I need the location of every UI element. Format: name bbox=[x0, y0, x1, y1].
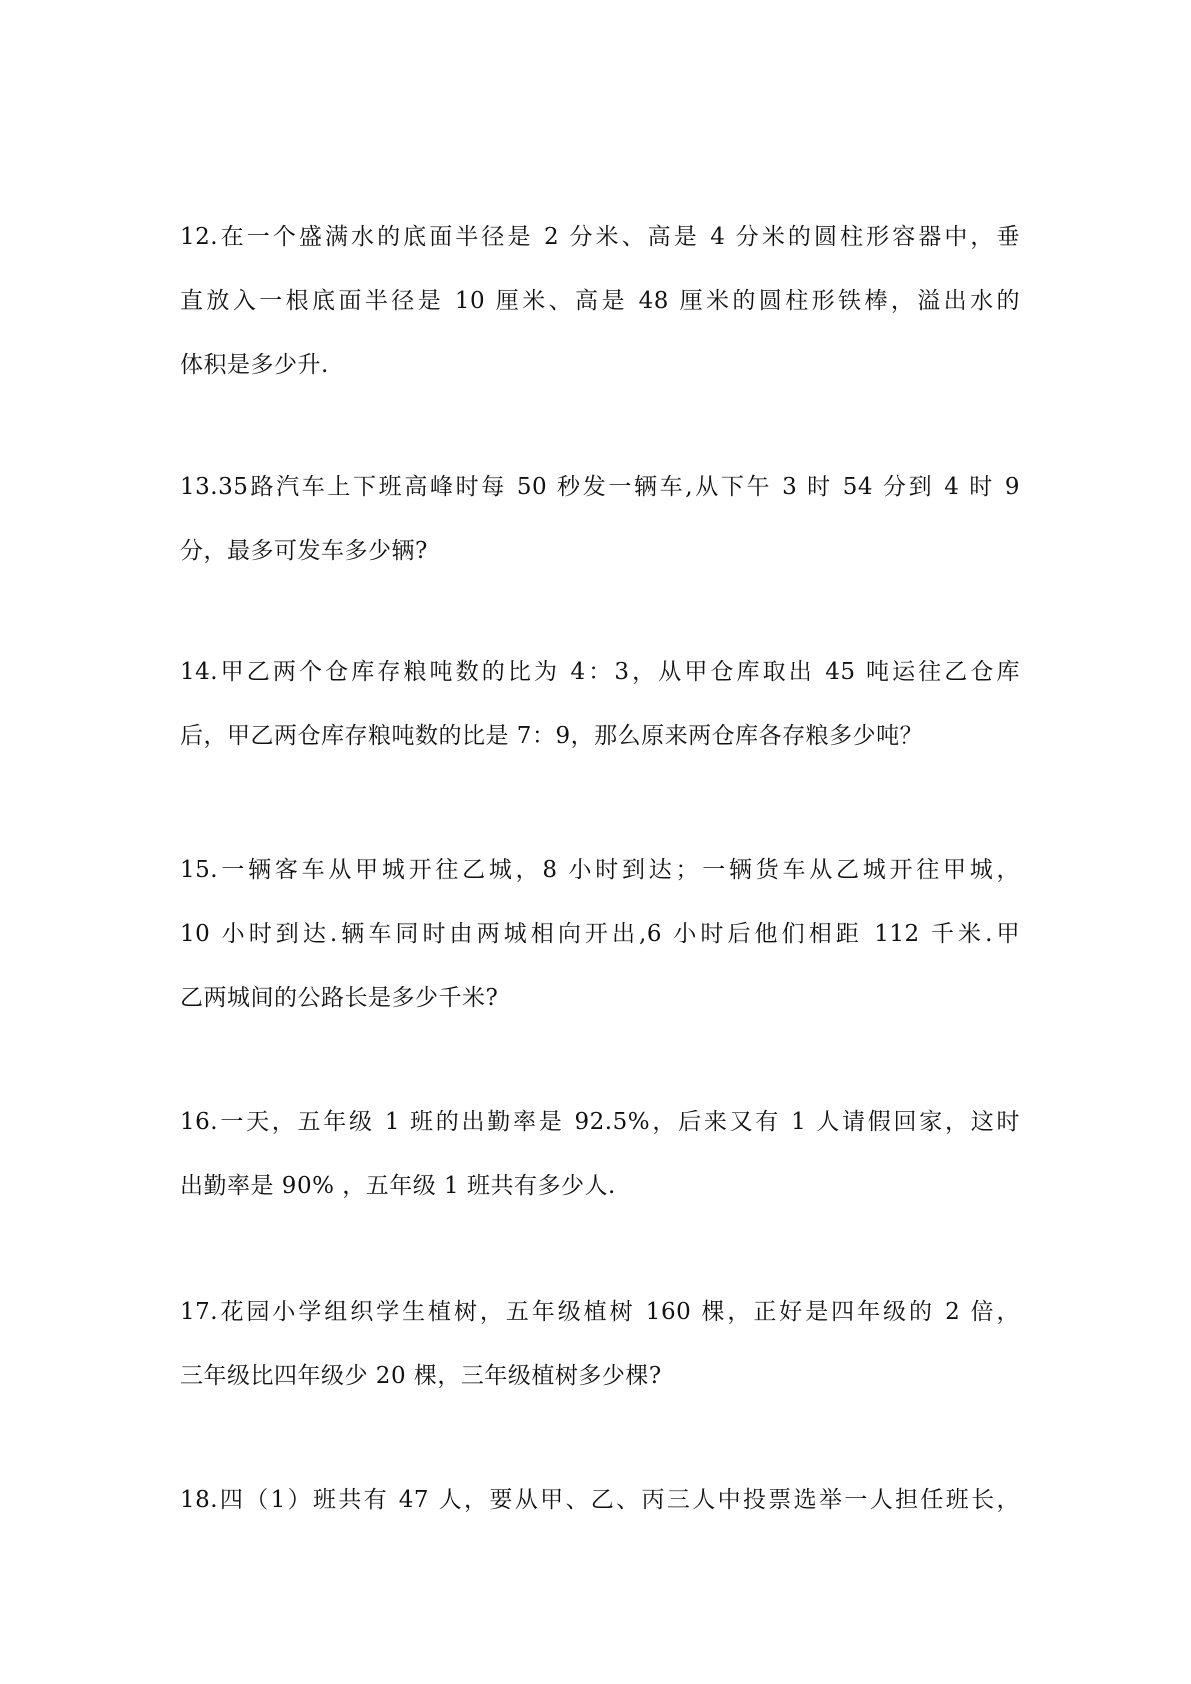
problem-16-line-2: 出勤率是 90% ，五年级 1 班共有多少人. bbox=[180, 1173, 616, 1199]
problem-13-line-2: 分，最多可发车多少辆? bbox=[180, 538, 428, 564]
problem-17-line-2: 三年级比四年级少 20 棵，三年级植树多少棵? bbox=[180, 1363, 662, 1389]
problem-12-line-2: 直放入一根底面半径是 10 厘米、高是 48 厘米的圆柱形铁棒，溢出水的 bbox=[180, 288, 1020, 314]
problem-15-line-3: 乙两城间的公路长是多少千米? bbox=[180, 985, 499, 1011]
problem-14-line-2: 后，甲乙两仓库存粮吨数的比是 7：9，那么原来两仓库各存粮多少吨？ bbox=[180, 723, 924, 749]
problem-14 bbox=[180, 640, 1020, 768]
problem-18-line-1: 18.四（1）班共有 47 人，要从甲、乙、丙三人中投票选举一人担任班长， bbox=[180, 1487, 1020, 1513]
problem-12-line-3: 体积是多少升. bbox=[180, 352, 329, 378]
problem-14-line-1: 14.甲乙两个仓库存粮吨数的比为 4：3，从甲仓库取出 45 吨运往乙仓库 bbox=[180, 659, 1020, 685]
problem-12 bbox=[180, 205, 1020, 397]
problem-15-line-1: 15.一辆客车从甲城开往乙城，8 小时到达；一辆货车从乙城开往甲城， bbox=[180, 857, 1020, 883]
problem-12-line-1: 12.在一个盛满水的底面半径是 2 分米、高是 4 分米的圆柱形容器中，垂 bbox=[180, 224, 1020, 250]
problem-18 bbox=[180, 1468, 1020, 1532]
problem-17-line-1: 17.花园小学组织学生植树，五年级植树 160 棵，正好是四年级的 2 倍， bbox=[180, 1299, 1020, 1325]
problem-15-line-2: 10 小时到达.辆车同时由两城相向开出,6 小时后他们相距 112 千米.甲 bbox=[180, 921, 1020, 947]
problem-13-line-1: 13.35路汽车上下班高峰时每 50 秒发一辆车,从下午 3 时 54 分到 4 时 9 bbox=[180, 474, 1020, 500]
problem-15 bbox=[180, 838, 1020, 1030]
problem-13 bbox=[180, 455, 1020, 583]
problem-16-line-1: 16.一天，五年级 1 班的出勤率是 92.5%，后来又有 1 人请假回家，这时 bbox=[180, 1109, 1020, 1135]
problem-16 bbox=[180, 1090, 1020, 1218]
problem-17 bbox=[180, 1280, 1020, 1408]
